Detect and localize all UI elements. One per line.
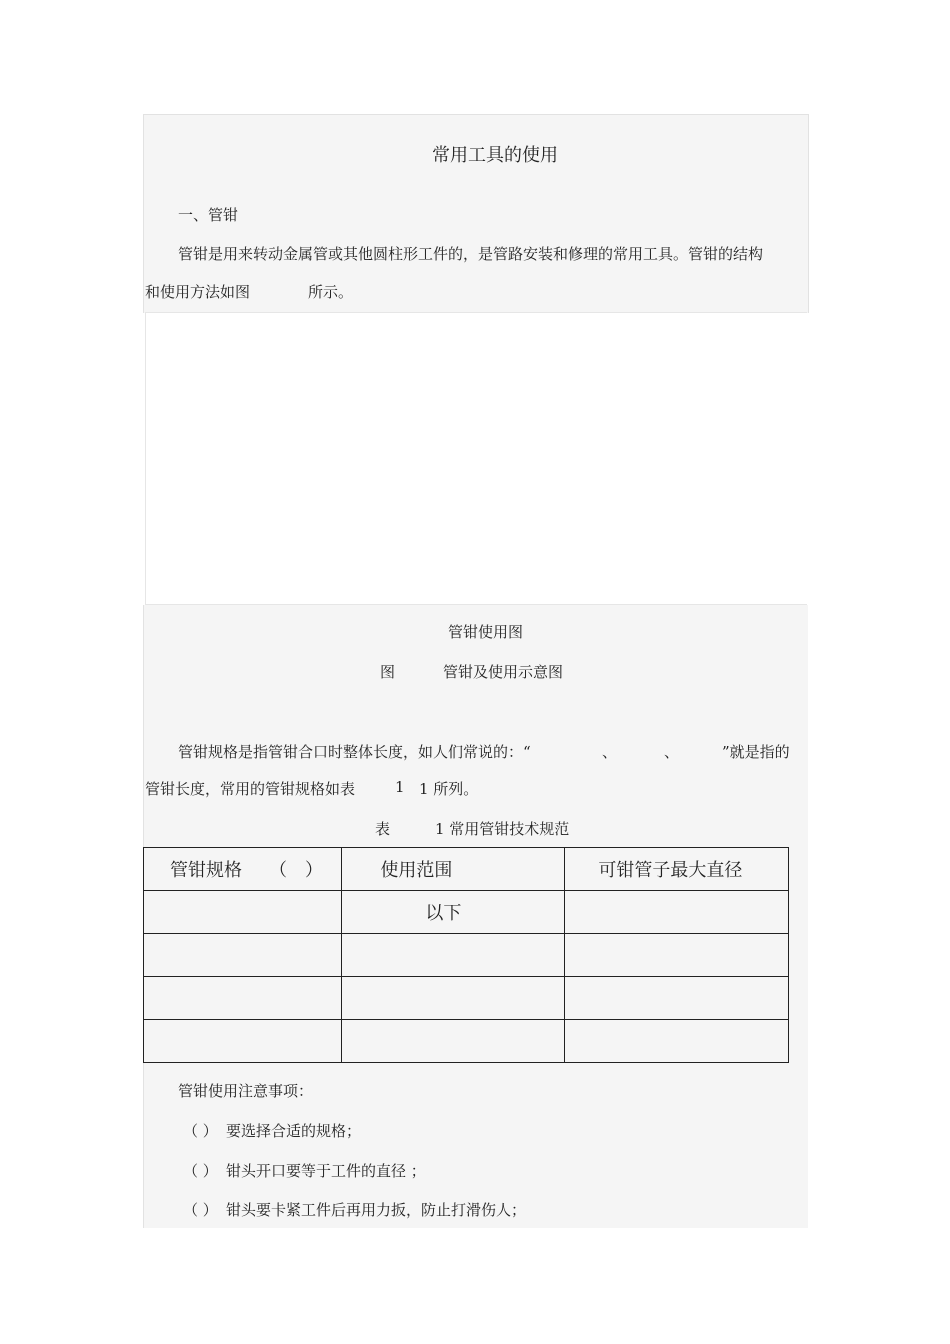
table-cell bbox=[565, 891, 789, 934]
table-cell: 以下 bbox=[342, 891, 565, 934]
note-marker: （ ） bbox=[183, 1162, 218, 1180]
table-cell bbox=[144, 934, 342, 977]
header-cell: 可钳管子最大直径 bbox=[565, 848, 789, 891]
table-row bbox=[144, 891, 789, 934]
note-marker: （ ） bbox=[183, 1122, 218, 1140]
table-row bbox=[144, 1020, 789, 1063]
figure-image-area bbox=[145, 312, 807, 605]
paragraph-line: 和使用方法如图 bbox=[145, 283, 251, 301]
table-cell bbox=[342, 977, 565, 1020]
paragraph-line: 管钳长度，常用的管钳规格如表 bbox=[145, 780, 356, 798]
table-cell bbox=[565, 977, 789, 1020]
paragraph-line: 1 所列。 bbox=[419, 780, 479, 798]
table-cell bbox=[565, 934, 789, 977]
table-cell bbox=[565, 1020, 789, 1063]
table-cell bbox=[144, 891, 342, 934]
header-cell: 管钳规格 （ ） bbox=[144, 848, 342, 891]
document-title: 常用工具的使用 bbox=[432, 145, 558, 166]
table-cell bbox=[342, 1020, 565, 1063]
table-caption: 1 常用管钳技术规范 bbox=[435, 820, 570, 838]
note-item: 钳头要卡紧工件后再用力扳，防止打滑伤人； bbox=[226, 1201, 527, 1219]
table-cell bbox=[144, 1020, 342, 1063]
header-cell: 使用范围 bbox=[342, 848, 565, 891]
spec-table bbox=[143, 847, 789, 1063]
note-marker: （ ） bbox=[183, 1201, 218, 1219]
paragraph-sep: 、 bbox=[664, 743, 680, 761]
table-cell bbox=[144, 977, 342, 1020]
table-row bbox=[144, 934, 789, 977]
paragraph-sep: 、 bbox=[602, 743, 618, 761]
notes-title: 管钳使用注意事项： bbox=[178, 1082, 314, 1100]
figure-label: 图 bbox=[380, 663, 396, 681]
paragraph-line: 管钳规格是指管钳合口时整体长度，如人们常说的：“ bbox=[178, 743, 531, 761]
paragraph-line: 所示。 bbox=[308, 283, 354, 301]
section-heading: 一、管钳 bbox=[178, 206, 239, 224]
table-row bbox=[144, 977, 789, 1020]
paragraph-line: ”就是指的 bbox=[722, 743, 790, 761]
note-item: 要选择合适的规格； bbox=[226, 1122, 362, 1140]
figure-caption: 管钳及使用示意图 bbox=[443, 663, 564, 681]
table-header-row bbox=[144, 848, 789, 891]
paragraph-num: 1 bbox=[395, 778, 405, 796]
table-cell bbox=[342, 934, 565, 977]
paragraph-line: 管钳是用来转动金属管或其他圆柱形工件的，是管路安装和修理的常用工具。管钳的结构 bbox=[178, 245, 764, 263]
table-caption-label: 表 bbox=[375, 820, 391, 838]
note-item: 钳头开口要等于工件的直径 ； bbox=[226, 1162, 426, 1180]
figure-caption: 管钳使用图 bbox=[448, 623, 524, 641]
